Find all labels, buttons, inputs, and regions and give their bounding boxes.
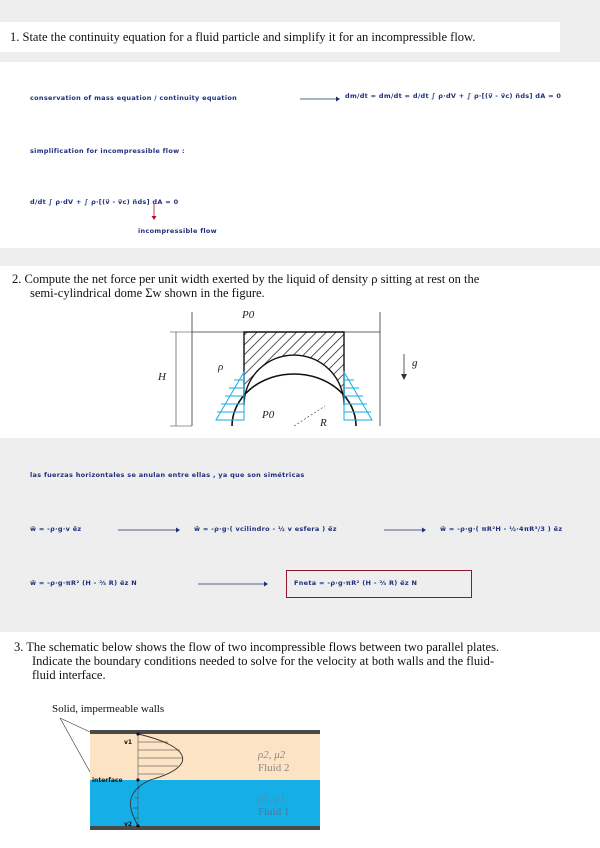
hatched-region	[244, 332, 344, 405]
incompressible-note: incompressible flow	[138, 227, 217, 235]
fluid-2-name: Fluid 2	[258, 762, 290, 774]
label-v1: v1	[124, 739, 133, 746]
pressure-profile-left	[216, 372, 244, 420]
walls-label: Solid, impermeable walls	[52, 703, 165, 715]
weight-eq-2: w⃗ = -ρ·g·( vcilindro - ½ v esfera ) e⃗z	[194, 525, 337, 533]
fluid-2-props: ρ2, μ2	[258, 749, 286, 761]
label-interface: interface	[92, 777, 123, 784]
answer-1-panel	[0, 62, 600, 248]
continuity-equation: dm/dt = dm/dt = d/dt ∫ ρ·dV + ∫ ρ·[(v⃗ - v⃗c) n⃗ds] dA = 0	[345, 92, 562, 100]
simplified-equation: d/dt ∫ ρ·dV + ∫ ρ·[(v⃗ - v⃗c) n⃗ds] dA = 0	[30, 198, 179, 206]
weight-eq-1: w⃗ = -ρ·g·v e⃗z	[30, 525, 82, 533]
label-p0-bottom: P0	[262, 409, 275, 421]
symmetry-note: las fuerzas horizontales se anulan entre ellas , ya que son simétricas	[30, 471, 305, 479]
dome-surface	[232, 374, 356, 426]
label-g: g	[412, 357, 418, 369]
fluid-1-region	[90, 780, 320, 826]
question-2-text-line2: semi-cylindrical dome Σw shown in the figure.	[30, 286, 265, 300]
strike-arrow-icon	[150, 204, 158, 220]
label-R: R	[320, 417, 327, 429]
dome-figure	[150, 300, 450, 435]
question-3-text-line3: fluid interface.	[32, 668, 106, 682]
arrow-right-icon	[198, 580, 268, 588]
continuity-label: conservation of mass equation / continuity equation	[30, 94, 238, 102]
fluid-1-props: ρ1, μ1	[258, 793, 286, 805]
question-3-text-line1: 3. The schematic below shows the flow of two incompressible flows between two parallel plates.	[14, 640, 500, 654]
label-p0-top: P0	[242, 309, 255, 321]
label-rho: ρ	[218, 361, 224, 373]
arrow-right-icon	[384, 526, 426, 534]
question-3-text-line2: Indicate the boundary conditions needed to solve for the velocity at both walls and the fluid-	[32, 654, 495, 668]
pressure-profile-right	[344, 372, 372, 420]
question-2-text-line1: 2. Compute the net force per unit width exerted by the liquid of density ρ sitting at rest on the	[12, 272, 480, 286]
weight-eq-3: w⃗ = -ρ·g·( πR²H - ½·4πR³/3 ) e⃗z	[440, 525, 563, 533]
label-v2: v2	[124, 821, 133, 828]
label-H: H	[158, 371, 166, 383]
net-force-answer: Fneta = -ρ·g·πR² (H - ⅔ R) e⃗z N	[294, 579, 418, 587]
top-wall	[90, 730, 320, 734]
two-fluid-figure	[40, 714, 320, 844]
simplification-label: simplification for incompressible flow :	[30, 147, 185, 155]
arrow-right-icon	[300, 95, 340, 103]
weight-eq-4: w⃗ = -ρ·g·πR² (H - ⅔ R) e⃗z N	[30, 579, 138, 587]
arrow-right-icon	[118, 526, 180, 534]
question-1-text: 1. State the continuity equation for a fluid particle and simplify it for an incompressible flow.	[10, 30, 476, 44]
fluid-1-name: Fluid 1	[258, 806, 290, 818]
